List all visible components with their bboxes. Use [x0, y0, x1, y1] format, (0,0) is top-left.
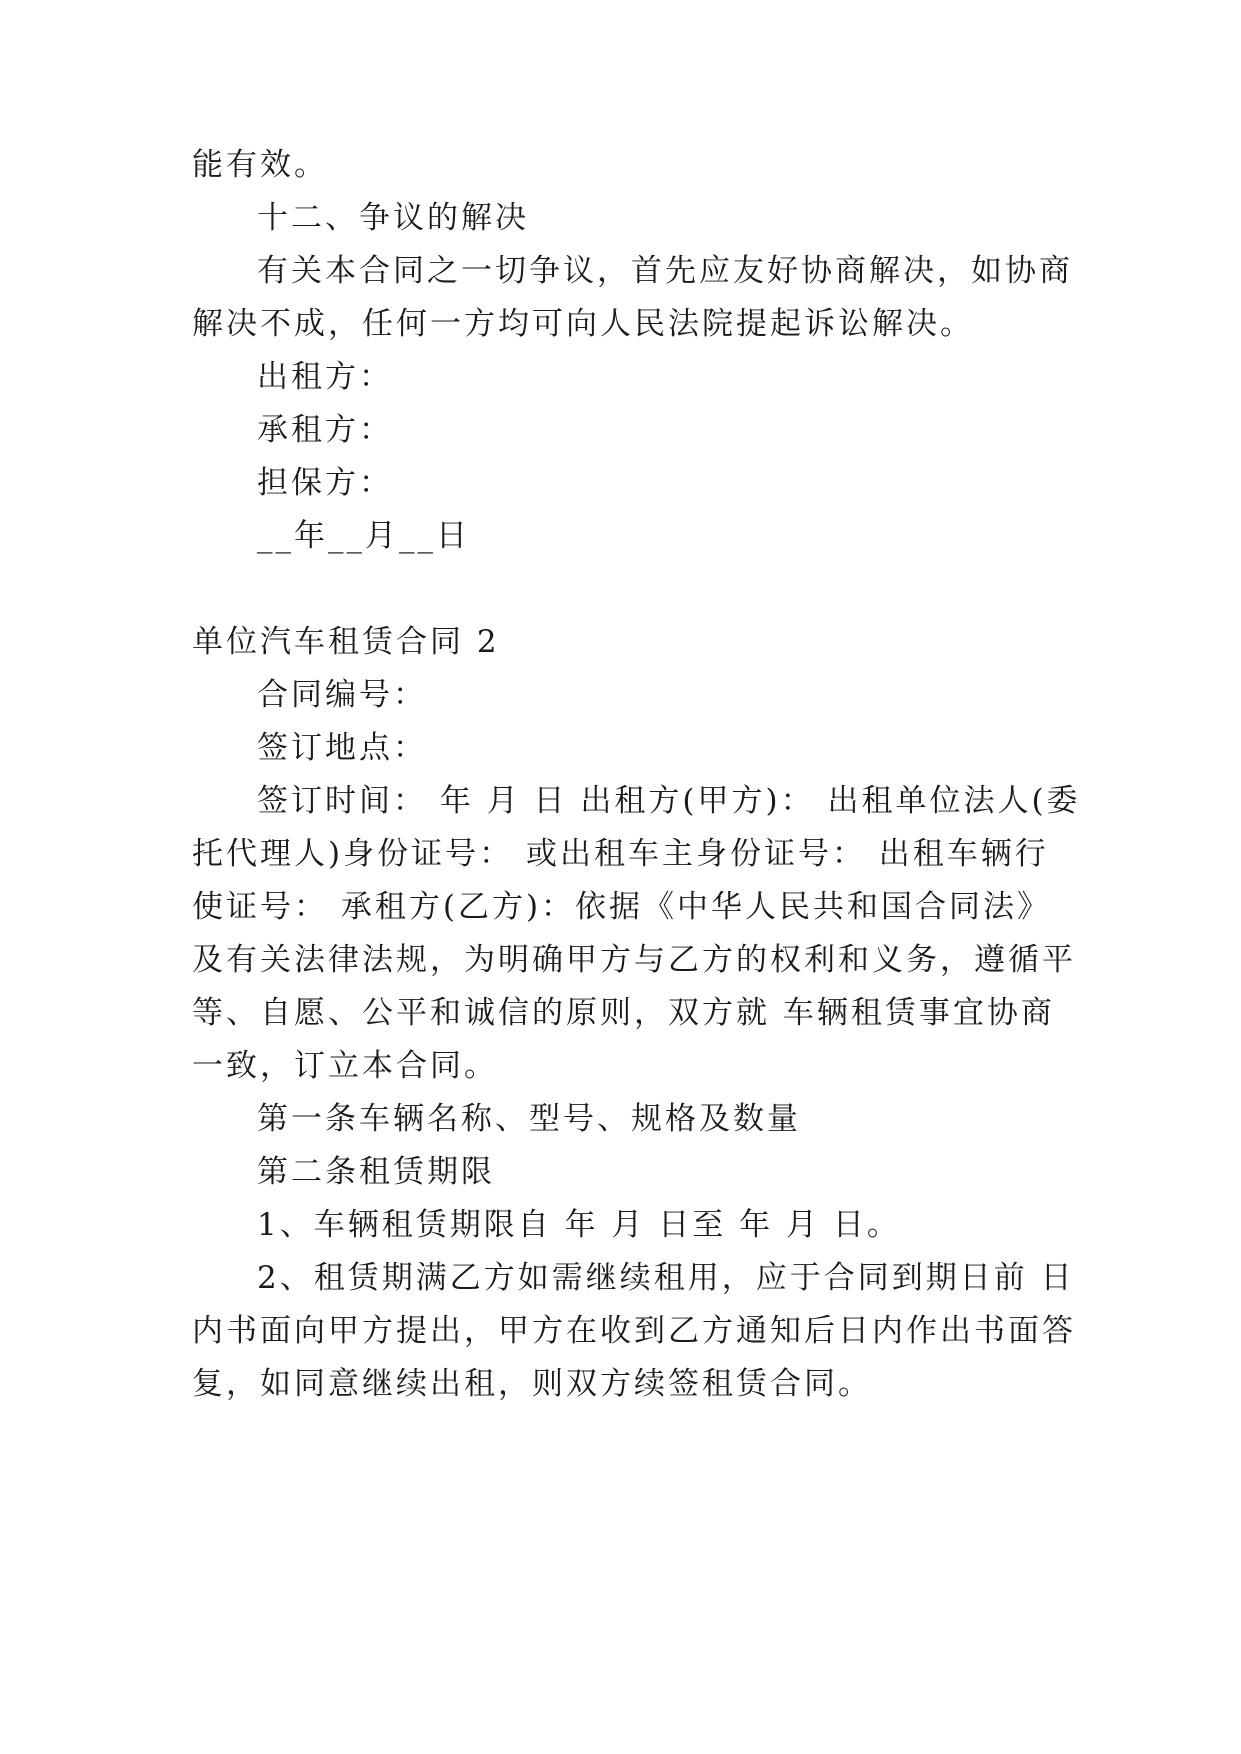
clause-item-line: 复，如同意继续出租，则双方续签租赁合同。: [192, 1366, 872, 1402]
article-heading: 第一条车辆名称、型号、规格及数量: [257, 1101, 801, 1137]
preamble-line: 及有关法律法规，为明确甲方与乙方的权利和义务，遵循平: [192, 942, 1076, 978]
guarantor-signature-label: 担保方：: [257, 465, 393, 501]
clause-item: 1、车辆租赁期限自 年 月 日至 年 月 日。: [257, 1207, 901, 1243]
date-line: __年__月__日: [257, 518, 470, 554]
paragraph-line: 有关本合同之一切争议，首先应友好协商解决，如协商: [257, 253, 1073, 289]
clause-item-line: 2、租赁期满乙方如需继续租用，应于合同到期日前 日: [257, 1260, 1075, 1296]
continuation-text: 能有效。: [192, 147, 328, 183]
clause-item-line: 内书面向甲方提出，甲方在收到乙方通知后日内作出书面答: [192, 1313, 1076, 1349]
article-heading: 第二条租赁期限: [257, 1154, 495, 1190]
paragraph-line: 解决不成，任何一方均可向人民法院提起诉讼解决。: [192, 306, 974, 342]
section-heading: 十二、争议的解决: [257, 200, 529, 236]
lessor-signature-label: 出租方：: [257, 359, 393, 395]
preamble-line: 使证号： 承租方(乙方)：依据《中华人民共和国合同法》: [192, 889, 1052, 925]
preamble-line: 托代理人)身份证号： 或出租车主身份证号： 出租车辆行: [192, 836, 1049, 872]
contract-title: 单位汽车租赁合同 2: [192, 624, 500, 660]
preamble-line: 等、自愿、公平和诚信的原则，双方就 车辆租赁事宜协商: [192, 995, 1055, 1031]
preamble-line: 签订时间： 年 月 日 出租方(甲方)： 出租单位法人(委: [257, 783, 1081, 819]
contract-number-label: 合同编号：: [257, 677, 427, 713]
sign-place-label: 签订地点：: [257, 730, 427, 766]
preamble-line: 一致，订立本合同。: [192, 1048, 498, 1084]
lessee-signature-label: 承租方：: [257, 412, 393, 448]
